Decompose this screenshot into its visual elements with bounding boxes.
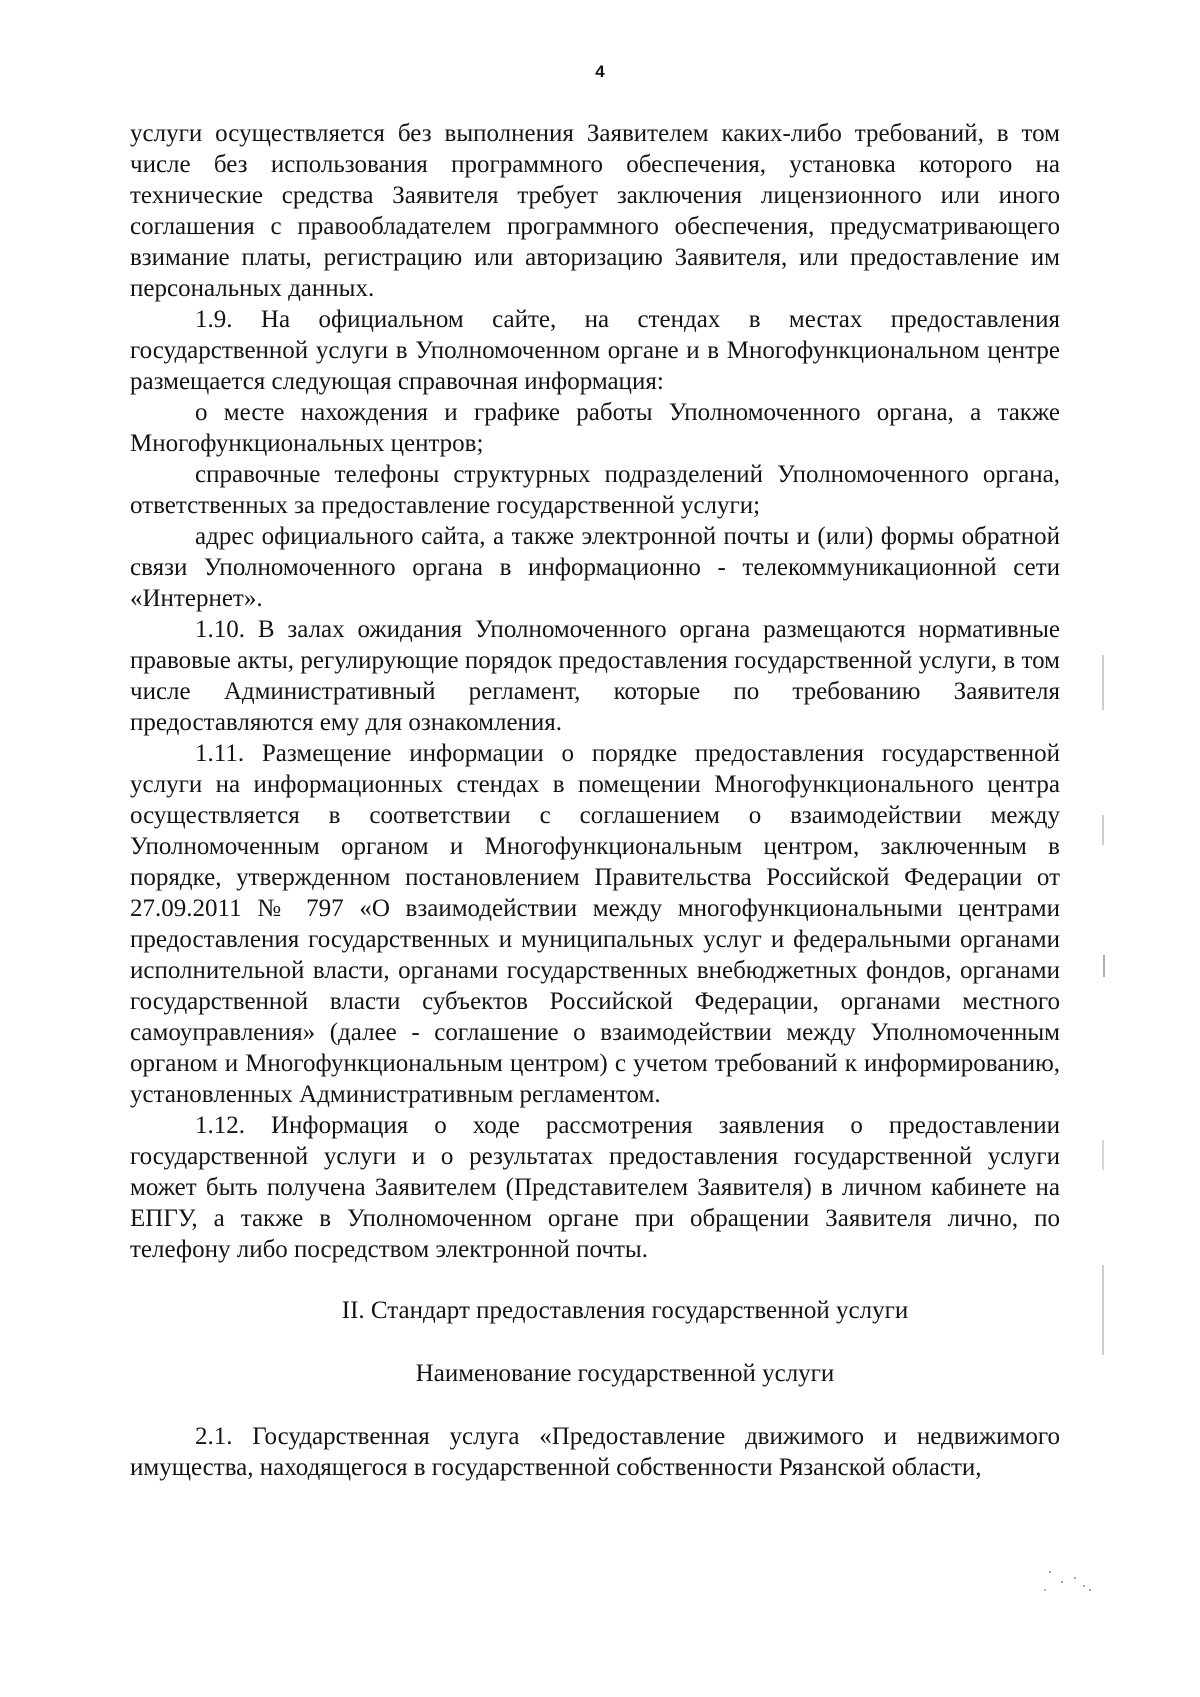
paragraph-website-info: адрес официального сайта, а также электронной почты и (или) формы обратной связи Уполномоченного органа в информационно - телекоммуникационной сети «Интернет». [130,523,1060,612]
section-heading: II. Стандарт предоставления государственной услуги [341,1297,909,1324]
paragraph-location-info: о месте нахождения и графике работы Уполномоченного органа, а также Многофункциональных центров; [130,399,1060,457]
document-body [130,118,1060,1483]
scan-margin-mark [1102,1140,1104,1170]
paragraph-continuation: услуги осуществляется без выполнения Заявителем каких-либо требований, в том числе без использования программного обеспечения, установка которого на технические средства Заявителя требует заключения лицензионного или иного соглашения с правообладателем программного обеспечения, предусматривающего взимание платы, регистрацию или авторизацию Заявителя, или предоставление им персональных данных. [130,120,1060,302]
paragraph-1-11: 1.11. Размещение информации о порядке предоставления государственной услуги на информационных стендах в помещении Многофункционального центра осуществляется в соответствии с соглашением о взаимодействии между Уполномоченным органом и Многофункциональным центром, заключенным в порядке, утвержденном постановлением Правительства Российской Федерации от 27.09.2011 № 797 «О взаимодействии между многофункциональными центрами предоставления государственных и муниципальных услуг и федеральными органами исполнительной власти, органами государственных внебюджетных фондов, органами государственной власти субъектов Российской Федерации, органами местного самоуправления» (далее - соглашение о взаимодействии между Уполномоченным органом и Многофункциональным центром) с учетом требований к информированию, установленных Административным регламентом. [130,740,1060,1108]
scan-margin-mark [1103,955,1105,977]
sub-heading: Наименование государственной услуги [415,1360,835,1387]
scan-margin-mark [1102,815,1104,845]
scan-margin-mark [1102,655,1104,710]
paragraph-phones-info: справочные телефоны структурных подразделений Уполномоченного органа, ответственных за предоставление государственной услуги; [130,461,1060,519]
paragraph-1-10: 1.10. В залах ожидания Уполномоченного органа размещаются нормативные правовые акты, регулирующие порядок предоставления государственной услуги, в том числе Административный регламент, которые по требованию Заявителя предоставляются ему для ознакомления. [130,616,1060,736]
paragraph-1-9: 1.9. На официальном сайте, на стендах в местах предоставления государственной услуги в Уполномоченном органе и в Многофункциональном центре размещается следующая справочная информация: [130,306,1060,395]
page-number: 4 [595,62,605,81]
scan-margin-mark [1102,1265,1104,1355]
paragraph-1-12: 1.12. Информация о ходе рассмотрения заявления о предоставлении государственной услуги и о результатах предоставления государственной услуги может быть получена Заявителем (Представителем Заявителя) в личном кабинете на ЕПГУ, а также в Уполномоченном органе при обращении Заявителя лично, по телефону либо посредством электронной почты. [130,1112,1060,1263]
paragraph-2-1: 2.1. Государственная услуга «Предоставление движимого и недвижимого имущества, находящегося в государственной собственности Рязанской области, [130,1423,1060,1481]
scan-speckle-marks [1040,1560,1100,1600]
